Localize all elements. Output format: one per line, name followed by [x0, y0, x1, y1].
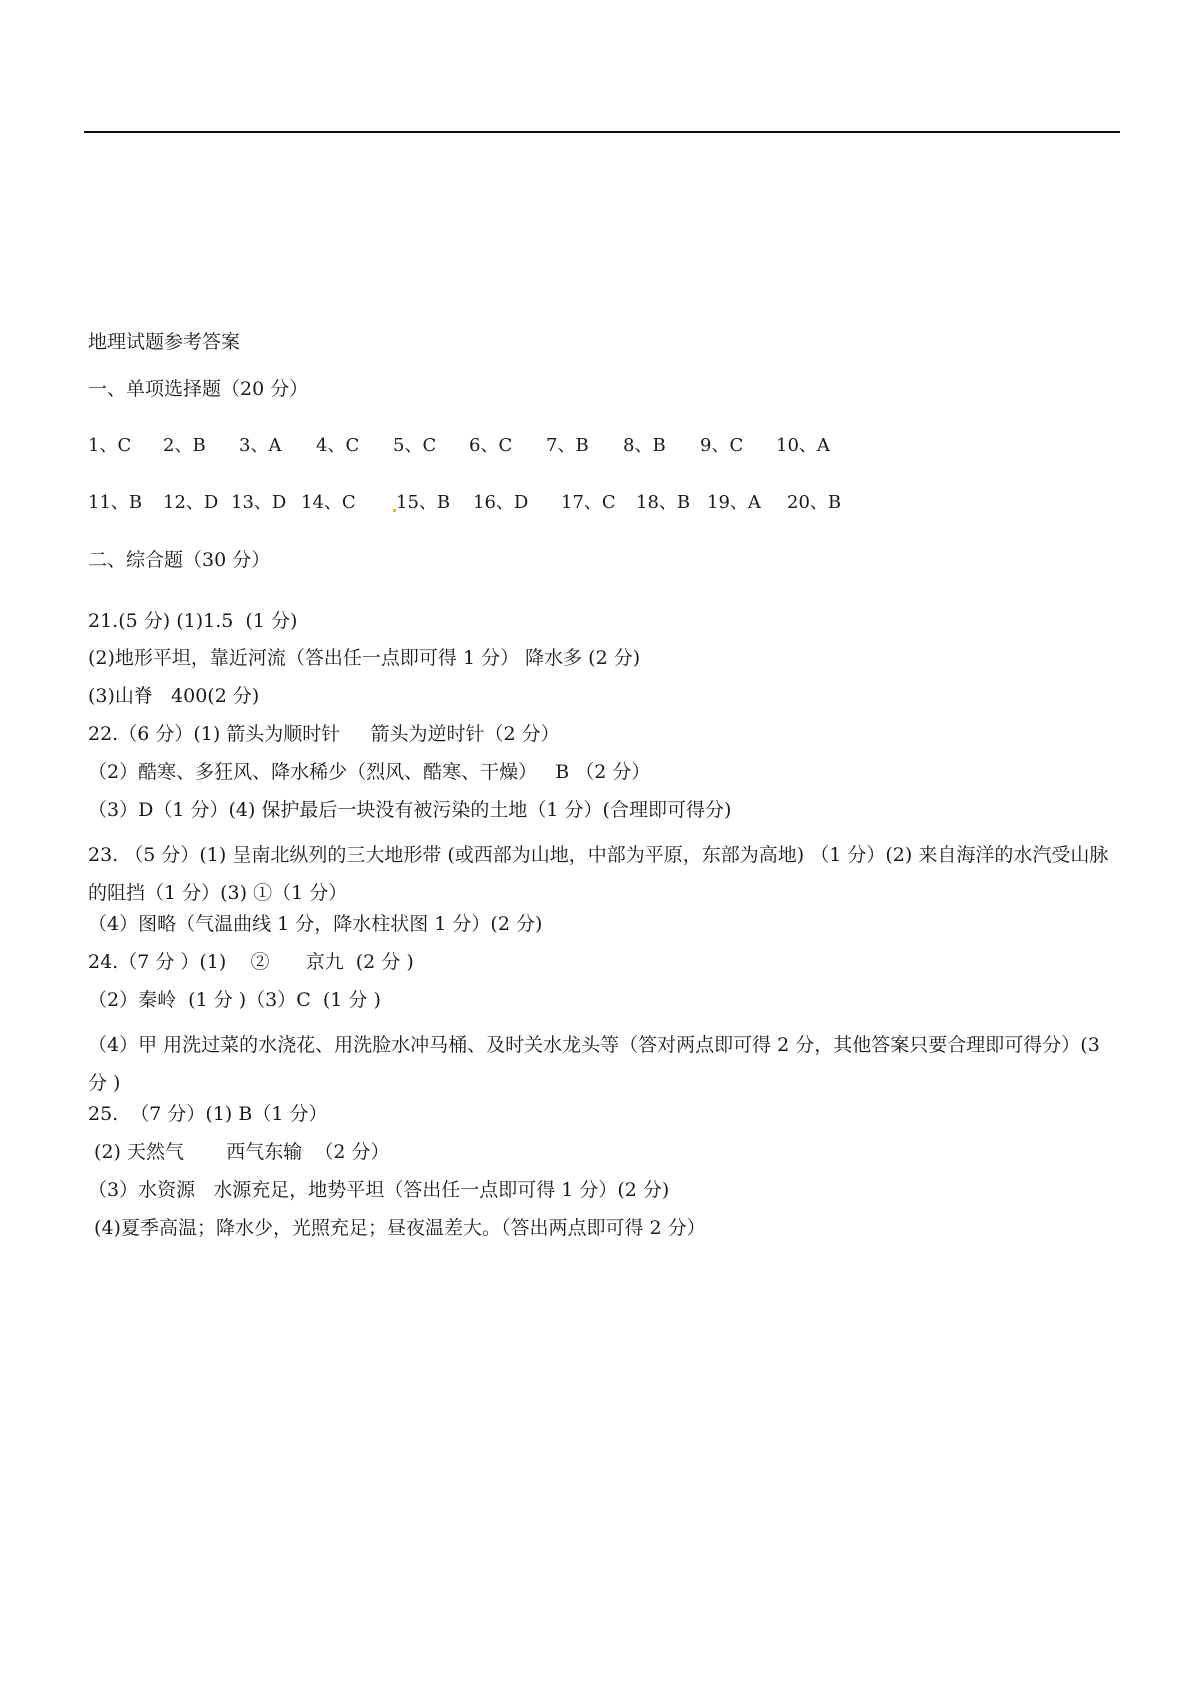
q22-line2: （2）酷寒、多狂风、降水稀少（烈风、酷寒、干燥） B （2 分） — [88, 761, 651, 783]
answer-16: 16、D — [473, 492, 529, 513]
stray-mark — [393, 509, 396, 512]
q25-line4: (4)夏季高温；降水少，光照充足；昼夜温差大。（答出两点即可得 2 分） — [88, 1217, 706, 1239]
q24-line1: 24.（7 分 ）(1) ② 京九 (2 分 ) — [88, 951, 414, 973]
answer-12: 12、D — [163, 492, 219, 513]
answer-15: 15、B — [396, 492, 451, 513]
answer-7: 7、B — [546, 435, 589, 456]
answer-5: 5、C — [393, 435, 437, 456]
answer-10: 10、A — [776, 435, 830, 456]
answer-11b: 11、B — [88, 492, 143, 513]
q21-line3: (3)山脊 400(2 分) — [88, 685, 260, 707]
q24-line3: （4）甲 用洗过菜的水浇花、用洗脸水冲马桶、及时关水龙头等（答对两点即可得 2 分，其他答案只要合理即可得分）(3 分 ) — [88, 1034, 1100, 1094]
section2-heading: 二、综合题（30 分） — [88, 549, 271, 571]
q24-line2: （2）秦岭 (1 分 )（3）C (1 分 ) — [88, 989, 381, 1011]
q25-line2: (2) 天然气 西气东输 （2 分） — [88, 1141, 390, 1163]
q21-line2: (2)地形平坦，靠近河流（答出任一点即可得 1 分） 降水多 (2 分) — [88, 647, 641, 669]
answer-9: 9、C — [700, 435, 744, 456]
header-rule — [84, 131, 1120, 133]
answer-3: 3、A — [239, 435, 282, 456]
q25-line1: 25. （7 分）(1) B（1 分） — [88, 1103, 328, 1125]
q25-line3: （3）水资源 水源充足，地势平坦（答出任一点即可得 1 分）(2 分) — [88, 1179, 670, 1201]
q23-line2: （4）图略（气温曲线 1 分，降水柱状图 1 分）(2 分) — [88, 913, 543, 935]
answer-14: 14、C — [301, 492, 356, 513]
answer-18: 18、B — [636, 492, 691, 513]
answer-13: 13、D — [231, 492, 287, 513]
answer-17: 17、C — [561, 492, 616, 513]
answer-1: 1、C — [88, 435, 132, 456]
answer-4: 4、C — [316, 435, 360, 456]
section1-heading: 一、单项选择题（20 分） — [88, 378, 309, 400]
q22-line3: （3）D（1 分）(4) 保护最后一块没有被污染的土地（1 分）(合理即可得分) — [88, 799, 732, 821]
answer-8: 8、B — [623, 435, 666, 456]
q23-line1: 23. （5 分）(1) 呈南北纵列的三大地形带 (或西部为山地，中部为平原，东部为高地) （1 分）(2) 来自海洋的水汽受山脉的阻挡（1 分）(3) ①（1 分） — [88, 844, 1109, 904]
answer-2: 2、B — [163, 435, 206, 456]
answer-20: 20、B — [787, 492, 842, 513]
doc-title: 地理试题参考答案 — [88, 331, 241, 353]
q22-line1: 22.（6 分）(1) 箭头为顺时针 箭头为逆时针（2 分） — [88, 723, 560, 745]
answer-19: 19、A — [707, 492, 761, 513]
q21-line1: 21.(5 分) (1)1.5 (1 分) — [88, 610, 298, 632]
answer-6: 6、C — [469, 435, 513, 456]
